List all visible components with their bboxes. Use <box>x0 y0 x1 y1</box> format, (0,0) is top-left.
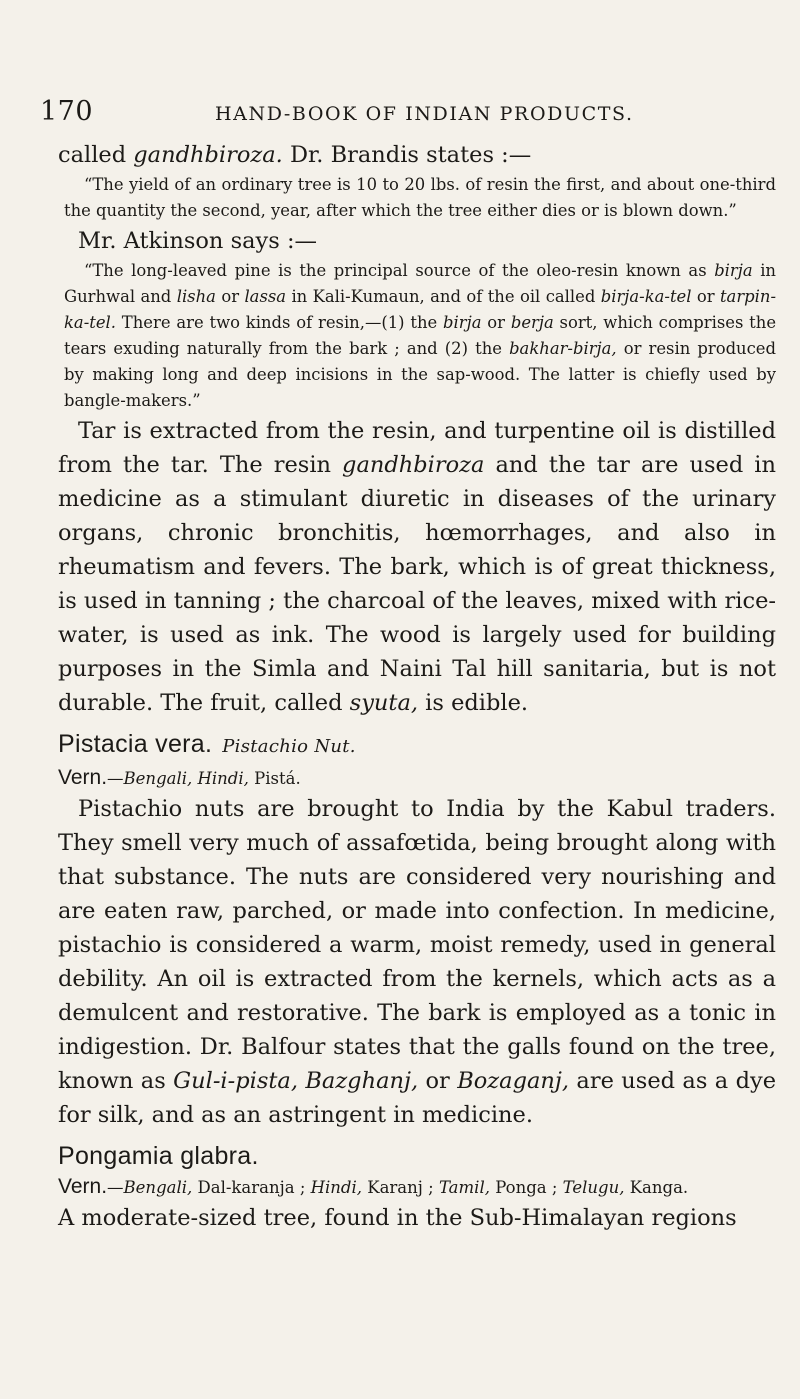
page-body <box>58 138 776 1235</box>
quote-atkinson: “The long-leaved pine is the principal source of the oleo-resin known as birja in Gurhwal and lisha or lassa in Kali-Kumaun, and of the oil called birja-ka-tel or tarpin-ka-tel. There are two kinds of resin,—(1) the birja or berja sort, which comprises the tears exuding naturally from the bark ; and (2) the bakhar-birja, or resin produced by making long and deep incisions in the sap-wood. The latter is chiefly used by bangle-makers.” <box>64 261 777 410</box>
common-name-pistacia: Pistachio Nut. <box>222 736 356 757</box>
paragraph-atkinson-intro: Mr. Atkinson says :— <box>78 228 318 254</box>
species-heading-pistacia: Pistacia vera. Pistachio Nut. <box>58 730 356 758</box>
paragraph-pongamia: A moderate-sized tree, found in the Sub-Himalayan regions <box>58 1205 737 1231</box>
vernacular-names-pongamia: Vern.—Bengali, Dal-karanja ; Hindi, Karanj ; Tamil, Ponga ; Telugu, Kanga. <box>58 1175 689 1198</box>
vernacular-names-pistacia: Vern.—Bengali, Hindi, Pistá. <box>58 766 301 789</box>
running-head: HAND-BOOK OF INDIAN PRODUCTS. <box>215 103 634 125</box>
paragraph-tar-resin: Tar is extracted from the resin, and turpentine oil is distilled from the tar. The resin gandhbiroza and the tar are used in medicine as a stimulant diuretic in diseases of the urinary organs, chronic bronchitis, hœmorrhages, and also in rheumatism and fevers. The bark, which is of great thickness, is used in tanning ; the charcoal of the leaves, mixed with rice-water, is used as ink. The wood is largely used for building purposes in the Simla and Naini Tal hill sanitaria, but is not durable. The fruit, called syuta, is edible. <box>58 418 776 716</box>
quote-brandis: “The yield of an ordinary tree is 10 to 20 lbs. of resin the first, and about one-third the quantity the second, year, after which the tree either dies or is blown down.” <box>64 175 776 220</box>
paragraph-continuation: called gandhbiroza. Dr. Brandis states :— <box>58 142 532 168</box>
paragraph-pistachio: Pistachio nuts are brought to India by the Kabul traders. They smell very much of assafœtida, being brought along with that substance. The nuts are considered very nourishing and are eaten raw, parched, or made into confection. In medicine, pistachio is considered a warm, moist remedy, used in general debility. An oil is extracted from the kernels, which acts as a demulcent and restorative. The bark is employed as a tonic in indigestion. Dr. Balfour states that the galls found on the tree, known as Gul-i-pista, Bazghanj, or Bozaganj, are used as a dye for silk, and as an astringent in medicine. <box>58 796 777 1128</box>
page-number: 170 <box>40 96 94 127</box>
species-heading-pongamia: Pongamia glabra. <box>58 1142 259 1170</box>
page-header <box>0 96 800 128</box>
